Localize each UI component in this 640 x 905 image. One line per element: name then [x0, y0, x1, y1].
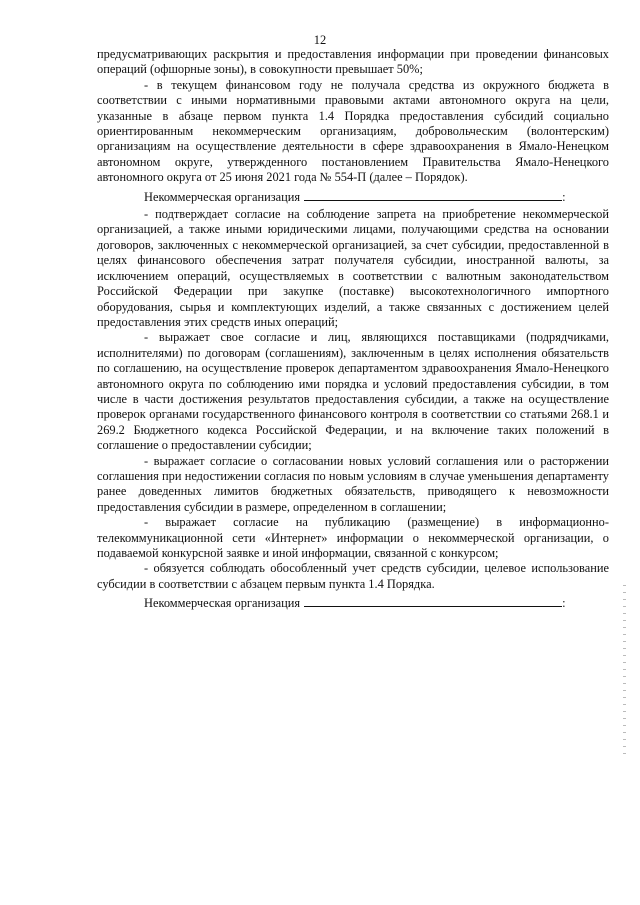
signature-blank-field[interactable] — [304, 595, 562, 607]
paragraph-new-conditions: - выражает согласие о согласовании новых условий соглашения или о расторжении соглашения при недостижении согласия по новым условиям в случае уменьшения департаменту ранее доведенных лимитов бюджетных обязательств, приводящего к невозможности предоставления субсидии в размере, определенном в соглашении; — [97, 453, 609, 514]
signature-label: Некоммерческая организация — [144, 189, 301, 204]
signature-line-1 — [97, 189, 609, 205]
signature-label: Некоммерческая организация — [144, 596, 301, 611]
paragraph-offshore-continuation: предусматривающих раскрытия и предоставления информации при проведении финансовых операций (офшорные зоны), в совокупности превышает 50%; — [97, 47, 609, 77]
signature-colon: : — [562, 189, 566, 204]
scan-artifact — [623, 585, 626, 755]
document-body — [97, 47, 609, 614]
paragraph-separate-accounting: - обязуется соблюдать обособленный учет средств субсидии, целевое использование субсидии в соответствии с абзацем первым пункта 1.4 Порядка. — [97, 561, 609, 591]
paragraph-no-other-funds: - в текущем финансовом году не получала средства из окружного бюджета в соответствии с иными нормативными правовыми актами автономного округа на цели, указанные в абзаце первом пункта 1.4 Порядка предоставления субсидий социально ориентированным некоммерческим организациям, добровольческим (волонтерским) организациям на осуществление деятельности в сфере здравоохранения в Ямало-Ненецком автономном округе, утвержденного постановлением Правительства Ямало-Ненецкого автономного округа от 25 июня 2021 года № 554-П (далее – Порядок). — [97, 77, 609, 185]
signature-blank-field[interactable] — [304, 189, 562, 201]
paragraph-audit-consent: - выражает свое согласие и лиц, являющихся поставщиками (подрядчиками, исполнителями) по договорам (соглашениям), заключенным в целях исполнения обязательств по соглашению, на осуществление проверок департаментом здравоохранения Ямало-Ненецкого автономного округа по соблюдению ими порядка и условий предоставления субсидии, в том числе в части достижения результатов предоставления субсидии, а также на осуществление проверок органами государственного финансового контроля в соответствии со статьями 268.1 и 269.2 Бюджетного кодекса Российской Федерации, и на включение таких положений в соглашение о предоставлении субсидии; — [97, 330, 609, 453]
signature-colon: : — [562, 596, 566, 611]
page-number: 12 — [313, 33, 327, 47]
paragraph-publication-consent: - выражает согласие на публикацию (размещение) в информационно-телекоммуникационной сети «Интернет» информации о некоммерческой организации, о подаваемой конкурсной заявке и иной информации, связанной с конкурсом; — [97, 515, 609, 560]
paragraph-currency-ban: - подтверждает согласие на соблюдение запрета на приобретение некоммерческой организацией, а также иными юридическими лицами, получающими средства на основании договоров, заключенных с некоммерческой организацией, за счет субсидии, предоставленной в целях финансового обеспечения затрат получателя субсидии, иностранной валюты, за исключением операций, осуществляемых в соответствии с валютным законодательством Российской Федерации при закупке (поставке) высокотехнологичного импортного оборудования, сырья и комплектующих изделий, а также связанных с достижением целей предоставления этих средств иных операций; — [97, 207, 609, 329]
signature-line-2 — [97, 595, 609, 611]
